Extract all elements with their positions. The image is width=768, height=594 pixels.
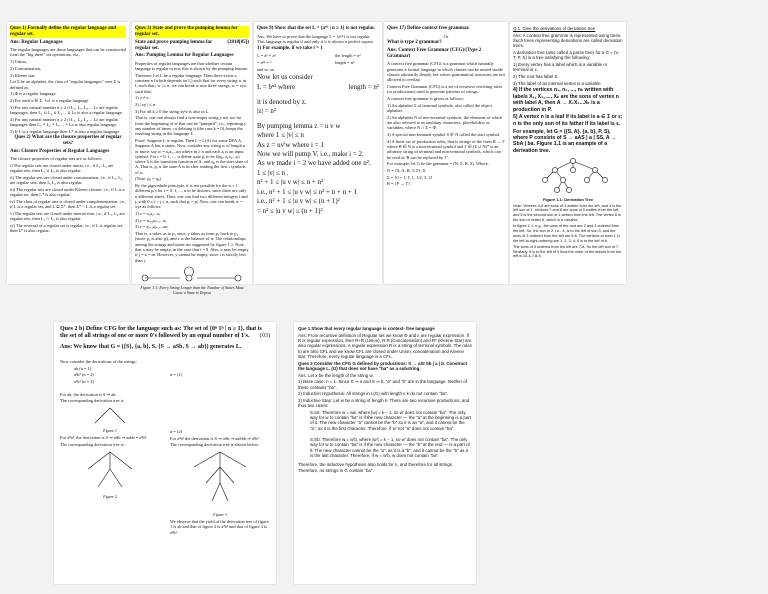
list-item: 5) If L is a regular language then L* is also a regular language. (10, 128, 121, 134)
page-7 (294, 322, 476, 584)
proof-line: L = aⁿ ∘ aⁿ (257, 53, 276, 59)
proof-row (257, 53, 379, 73)
note: (Note: p₀ = q₀) (135, 176, 161, 182)
proof-line: it is denoted by z. (257, 98, 307, 107)
list-item: iv) The class of regular sets is closed under complementation, i.e., if L is a regular set, and L ⊆ Σ*, then Σ* − L is a regular set. (10, 199, 126, 210)
list-item: 3) z = aⱼ₊₁aⱼ₊₂...aₘ. (135, 224, 169, 230)
paragraph: 3) The label of an internal vertex is a variable. (513, 80, 602, 86)
page-6 (54, 322, 276, 584)
list-item: S.Sb: Therefore w = w'b, where |w'| = k − 1, so w' does not contain "ba". The only way for w to contain "ba" is if the new character — the "b" at the end — is a part of it. The new character cannot be the "a", as it is a "b", and it cannot be the "b" as it is the last character. Therefore, if w = w'b, w does not contain "ba". (310, 437, 470, 458)
note: In figure 1.1, e.g., the sons of the root are 2 and 3 ordered from the left. So, the son of 2, i.e., 4, is to the left of son 3, and the sons of 3 ordered from the left are 5-6. The vertices at level 1 in the left-to-right ordering are 1, 2, 3, 4; 5 is to the left of 6. (513, 224, 620, 243)
paragraph: The regular languages are those languages that can be constructed from the "big three" set operations, viz., (10, 47, 126, 58)
theorem: Theorem: Let L be a regular language. Then there exists a constant n (which depends on L) such that for every string w in L such that | w | ≥ n, we can break w into three strings, w = xyz, such that: (135, 72, 248, 94)
paragraph: Properties of regular languages are that whether certain language is regular or not; this is shown by the pumping lemma. (135, 60, 248, 72)
list-item: N = {S, A, B, T, F}, Σ (387, 167, 426, 173)
definition-list (10, 91, 126, 134)
paragraph: 3) Inductive Step: Let w be a string of length k. There are two recursive productions, and thus two cases: (298, 397, 470, 409)
list-item: 1) Φ is a regular language. (10, 91, 57, 97)
answer-intro: Ans: We have to prove that the language L = {aⁿ²} is not regular. This language is regular if and only if it is always a perfect square. (257, 33, 375, 44)
paragraph: That is, one can always find a non-empty string y not too far from the beginning of w that can be "pumped"; i.e., repeating y any number of times, or deleting it (the case k = 0), keeps the resulting string in the language L. (135, 115, 247, 137)
paragraph: For a³b³ the derivation is S ⇒ aSb ⇒ aaSbb ⇒ a³b³. (170, 435, 260, 441)
paragraph: Let Σ be an alphabet, the class of "regular languages" over Σ is defined as: (10, 79, 121, 90)
cfg-component-list (387, 103, 505, 160)
proof-line: where 1 ≤ |v| ≤ n (257, 131, 304, 140)
proof-line: Now let us consider (257, 73, 313, 82)
list-item: Σ = {0 + 1, Γ, 1, 1/2, 3, 2} (387, 174, 433, 180)
figure-caption: Figure 1 (103, 428, 117, 434)
proof-line: = n² ≤ |u v w| ≤ (n + 1)² (257, 206, 323, 215)
proof-line: and so on. (257, 66, 275, 72)
proof-line: = aⁿ² = ^ (257, 59, 272, 65)
proof-line: As z = uvⁱw where i = 1 (257, 140, 324, 149)
parts-list (135, 211, 249, 230)
subquestion-text: State and prove pumping lemma for regular set. (135, 39, 213, 51)
list-item: 2) | xy | ≤ n. (135, 102, 156, 108)
paragraph: The closure properties of regular sets are as follows: (10, 156, 102, 162)
paragraph: For ab, the derivation is S ⇒ ab. (60, 391, 117, 397)
list-item: R = {P → T} (387, 181, 411, 187)
page-1 (7, 22, 129, 284)
side-note: n = (1) (170, 371, 182, 377)
example-list (387, 168, 505, 187)
page-4 (384, 22, 508, 284)
side-note: n = (2) (170, 429, 182, 435)
answer-heading: Ans: Regular Languages (10, 39, 63, 45)
list-item: 1) x = a₁a₂...aᵢ. (135, 211, 161, 217)
tree-figure-2 (60, 449, 160, 493)
list-item: ab (n = 1) (74, 365, 92, 371)
side-note: length = n² (348, 82, 379, 91)
list-item: v) The regular sets are closed under intersection, i.e., if L₁, L₂ are regular sets, then L₁ ∩ L₂ is also regular. (10, 211, 125, 222)
paragraph: 5) A vertex n is a leaf if its label is a ∈ Σ or ε; n is the only son of its father if its label is ε. (513, 114, 623, 127)
question-17-alt: What is type 2 grammar? (387, 40, 442, 46)
list-item: 1) An alphabet Σ of terminal symbols, also called the object alphabet. (387, 102, 492, 114)
proof-line: i.e., n² + 1 ≤ |u v w| ≤ (n + 1)² (257, 197, 340, 206)
side-note: length = n² (335, 59, 355, 65)
list-item: 1) Union, (10, 59, 27, 65)
paragraph: A context free grammar is given as follows: (387, 96, 464, 102)
subquestion (135, 40, 249, 52)
note: The sons of 3 ordered from the left are 7-8. So the left son of 7. Similarly, 8 is to the left of 9 thus the order of the leaves from the left is 10-4-7-8-9. (513, 244, 622, 259)
list-item: 3) Kleene star. (10, 72, 36, 78)
list-item: 3) For any natural number n ≥ 2 if L₁, L₂, L₃ ... Lₙ are regular languages, then L₁ ∪ L₂ ∪ L₃ ... ∪ Lₙ is also a regular language. (10, 104, 123, 115)
question-title: Q.1. Give the derivations of derivation tree (513, 26, 596, 31)
figure-caption: Figure 2 (103, 493, 117, 499)
question-1: Ques 1) Formally define the regular language and regular set. (10, 26, 126, 38)
figure-caption: Figure 3 (213, 512, 227, 518)
paragraph: 2) Induction Hypothesis: All strings in L(G) with length ≤ k do not contain "ba". (298, 391, 449, 397)
note: Note: Vertices 4-6 are sons of 3 written from the left, and 3 is the left son of 1. Vertices 7 and 8 are sons of 5 written from the left, and 5 is the second son of 1 written from the left. The vertex 8 is the son of vertex 6, which is a variable. (513, 203, 622, 222)
paragraph: Ans: From recursive definition of Regular set we know Φ and ε are regular expression. If R is regular expression, then R+R (Union), R.R (Concatenation) and R* (Kleene Star) are also regular expressions. A regular expression R is a string of terminal symbols. The rules to are also CFL and we know CFL are closed under Union, concatenation and Kleene star. Therefore, every regular language is a CFL. (298, 332, 472, 359)
paragraph: Ans: Let x be the length of the string w. (298, 372, 374, 378)
answer-heading: Ans: Pumping Lemma for Regular Languages (135, 53, 234, 59)
list-item: 3) For all k ≥ 0 the string xyᵏz is also in L. (135, 108, 210, 114)
paragraph: The corresponding derivation tree is (60, 398, 124, 404)
answer-heading: Ans: Context Free Grammar (CFG)/(Type 2 Grammar) (387, 47, 482, 59)
figure-caption: Figure 1.1: Derivation Tree (542, 196, 594, 202)
figure-caption: Figure 1.1: Every String Longer than the Number of States Must Cause a State to Repeat (140, 285, 244, 296)
paragraph: By the pigeonhole principle, it is not possible for the n + 1 different pᵢ's for i = 0, 1, ..., n to be distinct, since there are only n different states. Thus, one can find two different integers i and j, with 0 ≤ i < j ≤ n, such that pᵢ = pⱼ. Now, one can break w = xyz as follows: (135, 183, 248, 210)
paragraph: 1) Base case: n = 1. Since S ⇒ a and S ⇒ b, "a" and "b" are in the language. Neither of these contains "ba". (298, 379, 467, 390)
list-item: ii) The regular sets are closed under concatenation, i.e., if L₁, L₂ are regular sets, then L₁L₂ is also regular. (10, 175, 123, 186)
paragraph: 4) If the vertices n₁, n₂, ..., nₖ written with labels X₁, X₂, ..., Xₖ are the sons of vertex n with label A, then A → X₁X₂...Xₖ is a production in P. (513, 87, 619, 113)
question-2: Ques 2) What are the closure properties of regular sets? (14, 135, 122, 147)
list-item: 2) An alphabet N of non-terminal symbols, the elements of which are also referred to as auxiliary characters, placeholders or, variables, where N ∩ Σ = Φ. (387, 114, 503, 131)
list-item: 2) y = aᵢ₊₁aᵢ₊₂...aⱼ. (135, 217, 167, 223)
list-item: 4) For any natural number n ≥ 2 if L₁, L₂, L₃ ... Lₙ are regular languages then L₁ ∘ L₂ ∘ L₃ ... ∘ Lₙ is also regular language. (10, 116, 118, 127)
answer-heading: Ans: Closure Properties of Regular Languages (10, 148, 110, 154)
page-3 (254, 22, 382, 284)
paragraph: 2) The root has label S. (513, 73, 559, 79)
proof-line: L = bⁿ² where (257, 82, 296, 91)
year-tag: (2018[05]) (227, 39, 249, 45)
paragraph: A derivation tree (also called a parse tree) for a G = (V, T, P, S) is a tree satisfying the following: (513, 49, 620, 61)
list-item: 2) Concatenation, (10, 65, 42, 71)
question-2: Ques 2 Consider the CFG G defined by productions: S → aSI Sb | a | b. Construct the language L. (G) that does not have "ba" as a substring. (298, 360, 468, 371)
paragraph: For a²b², the derivation is S ⇒ aSb ⇒ aabb = a²b². (60, 435, 148, 441)
answer-intro: Ans: We know that G = ({S}, {a, b}, S, {S → aSb, S → ab}) generates L. (60, 344, 242, 350)
proof: Proof: Suppose L is regular. Then L = L(A) for some DFA A. Suppose A has n states. Now, consider any string w of length n or more, say w = a₁a₂...aₘ where m ≥ n and each aᵢ is an input symbol. For i = 0, 1, ..., n define state pᵢ to be δ(q₀, a₁a₂...aᵢ) where δ is the transition function of A, and q₀ is the start state of A. That is, pᵢ is the state A is in after reading the first i symbols of w. (135, 137, 248, 175)
list-item: S.aS: Therefore w = aw, where |w| = k − 1, so w' does not contain "ba". The only way for w to contain "ba" is if the new character — the "a" at the beginning is a part of it. The new character "a" cannot be the "b" so it is an "a", and it cannot be the "a", as it is the first character. Therefore, if w' not "a" does not contain "ba". (310, 409, 471, 431)
paragraph: Now consider the derivations of the strings: (60, 359, 137, 364)
list-item: 1) y ≠ ε. (135, 95, 150, 101)
paragraph: The corresponding derivation tree is shown below: (170, 442, 260, 448)
paragraph: That is, x takes us to p₁ once; y takes us from p₁ back to p₁ (since p₁ is also pⱼ), and z is the balance of w. The relationships among the strings and states are suggested by figure 1.1. Note that x may be empty, in the case that i = 0. Also, z may be empty if j = n = m. However, y cannot be empty, since i is strictly less than j. (135, 231, 249, 263)
question-2b (60, 326, 270, 340)
list-item: iii) The regular sets are closed under Kleene closure, i.e., if L is a regular set, then L* is also regular. (10, 187, 125, 198)
page-5 (510, 22, 626, 284)
paragraph: We observe that the yield of the derivation tree of figure 1 is ab and that of figure 2 is a²b² and that of figure 3 is a³b³. (170, 519, 269, 535)
paragraph: Context Free Grammar (CFG) is a set of recursive rewriting rules (or productions) used to generate patterns of strings. (387, 84, 503, 95)
tree-figure-1 (60, 405, 160, 427)
proof-line: n² + 1 ≤ |u v w| ≤ n + n² (257, 178, 324, 187)
year-tag: (03) (260, 333, 270, 339)
example-intro: For example, let G be the grammar = (N, Σ, R, S). Where, (387, 161, 489, 167)
proof-line: 1 ≤ |v| ≤ n . (257, 168, 289, 177)
condition-list (135, 95, 249, 114)
question-9: Ques 9) Show that the set L = {aⁿ² | n ≥ 1} is not regular. (257, 26, 376, 31)
paragraph: For example, let G = ({S, A}, {a, b}, P, S), where P consists of S → aAS | a | SS, A → SbA | ba. Figure 1.1 is an example of a derivation tree. (513, 128, 617, 154)
proof-line: i.e., n² + 1 ≤ |u v w| ≤ n² + n + n + 1 (257, 187, 358, 196)
list-item: i) The regular sets are closed under union, i.e., if L₁, L₂ are regular sets, then L₁ ∪ L₂ is also regular. (10, 163, 114, 174)
list-item: 3) A special non-terminal symbol S ∈ N called the start symbol. (387, 131, 501, 137)
question-text: Ques 2 b) Define CFG for the language such as: The set of {0ⁿ 1ⁿ | n ≥ 1}, that is the set of all strings of one or more 0's followed by an equal number of 1's. (60, 326, 262, 339)
paragraph: A context free grammar (CFG) is a grammar which naturally generates a formal language in which clauses can be nested inside clauses arbitrarily deeply, but where grammatical structures are not allowed to overlap. (387, 61, 505, 83)
example-step: 1) For example, if we take i = 1 (257, 45, 323, 51)
question-17: Ques 17) Define context free grammar. (387, 26, 470, 31)
list-item: vi) The reversal of a regular set is regular, i.e., if L is regular set, then Lᴿ is also regular. (10, 223, 124, 234)
case-list (298, 410, 472, 458)
derivation-tree-figure (513, 156, 623, 196)
page-2 (132, 22, 252, 296)
list-item: a²b² (n = 2) (74, 372, 94, 378)
question-3: Ques 3) State and prove the pumping lemma for regular set. (135, 26, 249, 38)
operation-list (10, 59, 126, 78)
proof-row (257, 83, 379, 92)
list-item: 2) For each σ ∈ Σ, {σ} is a regular language. (10, 97, 90, 103)
or-separator: Or (443, 33, 449, 39)
tree-figure-3 (170, 449, 270, 511)
paragraph: 1) Every vertex has a label which is a variable or terminal or ε. (513, 61, 608, 73)
state-repeat-figure (135, 264, 249, 284)
side-note: the length = n² (335, 53, 361, 59)
proof-line: As we made i = 2 we have added one n². (257, 159, 371, 168)
proof-line: By pumping lemma z = u v w (257, 121, 341, 130)
property-list (10, 163, 126, 234)
paragraph: Therefore, the inductive hypothesis also holds for n, and therefore for all strings. Therefore, no strings in G contain "ba". (298, 462, 454, 473)
question-1: Que 1 Show that every regular language is context- free language (298, 326, 435, 331)
proof-line: |z| = n² (257, 107, 276, 116)
list-item: a³b³ (n = 3) (74, 379, 94, 385)
proof-line: Now we will pump V, i.e., make i = 2. (257, 150, 364, 159)
list-item: 4) A finite set of production rules, that is strings of the form R → Γ where R ∈ N is a non-terminal symbol and Γ ∈ (Σ ∪ N)* is an arbitrary string of terminal and non-terminal symbols, which can be read as 'R can be replaced by Γ'. (387, 138, 505, 160)
paragraph: Ans: A context free grammar is represented using trees. Such trees representing derivations are called derivation trees. (513, 32, 623, 49)
paragraph: The corresponding derivation tree is: (60, 441, 125, 447)
